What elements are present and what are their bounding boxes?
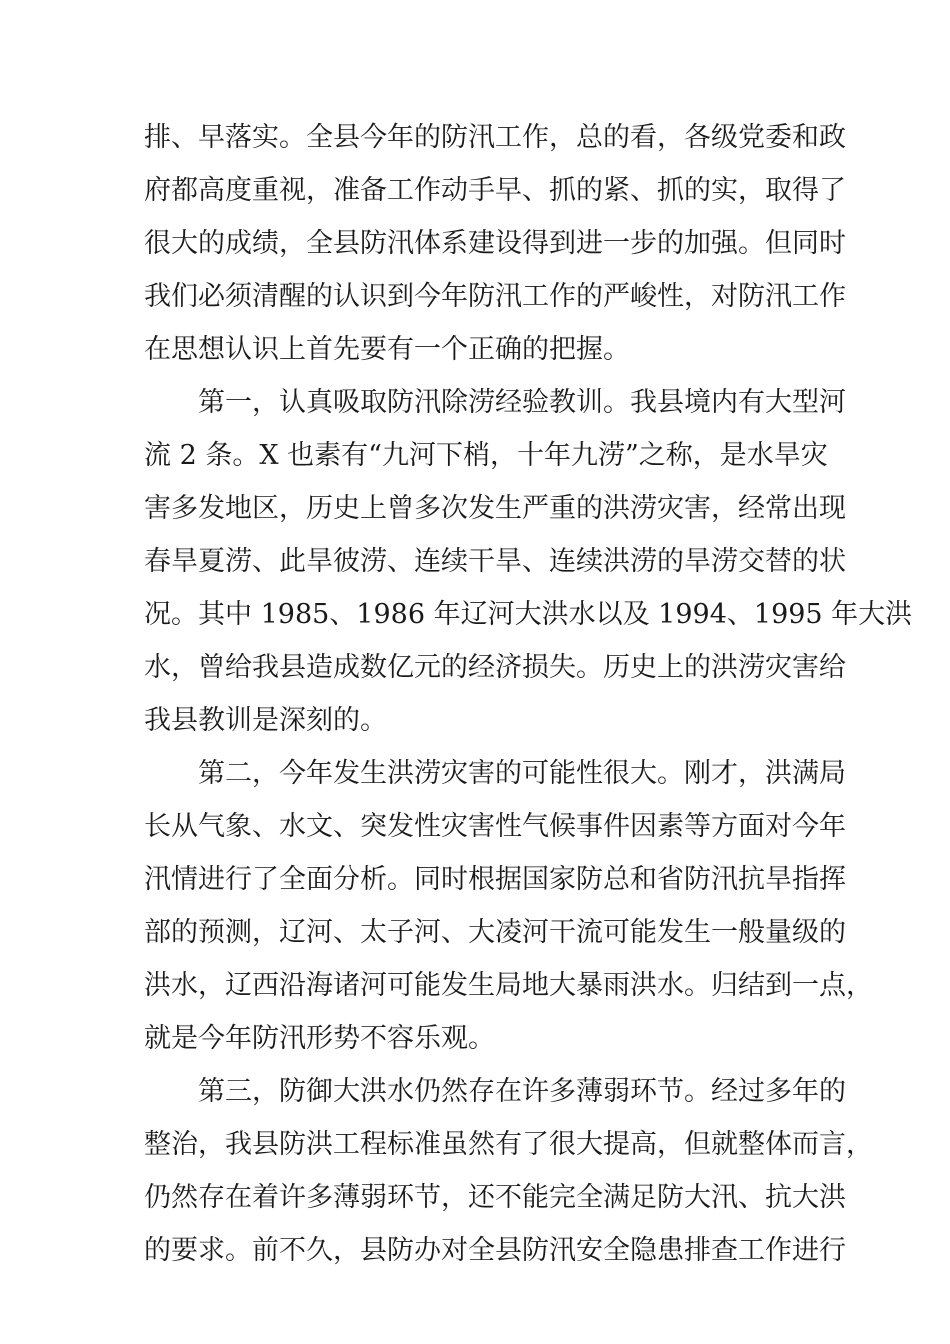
text-line: 排、早落实。全县今年的防汛工作，总的看，各级党委和政 [144,122,846,153]
paragraph [144,111,846,376]
paragraph [144,376,913,747]
text-line: 况。其中 1985、1986 年辽河大洪水以及 1994、1995 年大洪 [144,599,913,630]
text-line: 府都高度重视，准备工作动手早、抓的紧、抓的实，取得了 [144,175,846,206]
text-line: 很大的成绩，全县防汛体系建设得到进一步的加强。但同时 [144,228,846,259]
text-line: 仍然存在着许多薄弱环节，还不能完全满足防大汛、抗大洪 [144,1182,846,1213]
text-line: 第三，防御大洪水仍然存在许多薄弱环节。经过多年的 [198,1076,846,1107]
text-line: 就是今年防汛形势不容乐观。 [144,1023,495,1054]
text-line: 春旱夏涝、此旱彼涝、连续干旱、连续洪涝的旱涝交替的状 [144,546,846,577]
text-line: 第二，今年发生洪涝灾害的可能性很大。刚才，洪满局 [198,758,846,789]
text-line: 流 2 条。X 也素有“九河下梢，十年九涝”之称，是水旱灾 [144,440,828,471]
paragraph [144,747,873,1065]
text-line: 汛情进行了全面分析。同时根据国家防总和省防汛抗旱指挥 [144,864,846,895]
text-line: 害多发地区，历史上曾多次发生严重的洪涝灾害，经常出现 [144,493,846,524]
text-line: 水，曾给我县造成数亿元的经济损失。历史上的洪涝灾害给 [144,652,846,683]
text-line: 在思想认识上首先要有一个正确的把握。 [144,334,630,365]
text-line: 部的预测，辽河、太子河、大凌河干流可能发生一般量级的 [144,917,846,948]
text-line: 我县教训是深刻的。 [144,705,387,736]
text-line: 第一，认真吸取防汛除涝经验教训。我县境内有大型河 [198,387,846,418]
paragraph [144,1065,873,1277]
text-line: 的要求。前不久，县防办对全县防汛安全隐患排查工作进行 [144,1235,846,1266]
text-line: 洪水，辽西沿海诸河可能发生局地大暴雨洪水。归结到一点， [144,970,873,1001]
text-line: 我们必须清醒的认识到今年防汛工作的严峻性，对防汛工作 [144,281,846,312]
text-line: 长从气象、水文、突发性灾害性气候事件因素等方面对今年 [144,811,846,842]
text-line: 整治，我县防洪工程标准虽然有了很大提高，但就整体而言， [144,1129,873,1160]
body-text [144,111,913,1277]
